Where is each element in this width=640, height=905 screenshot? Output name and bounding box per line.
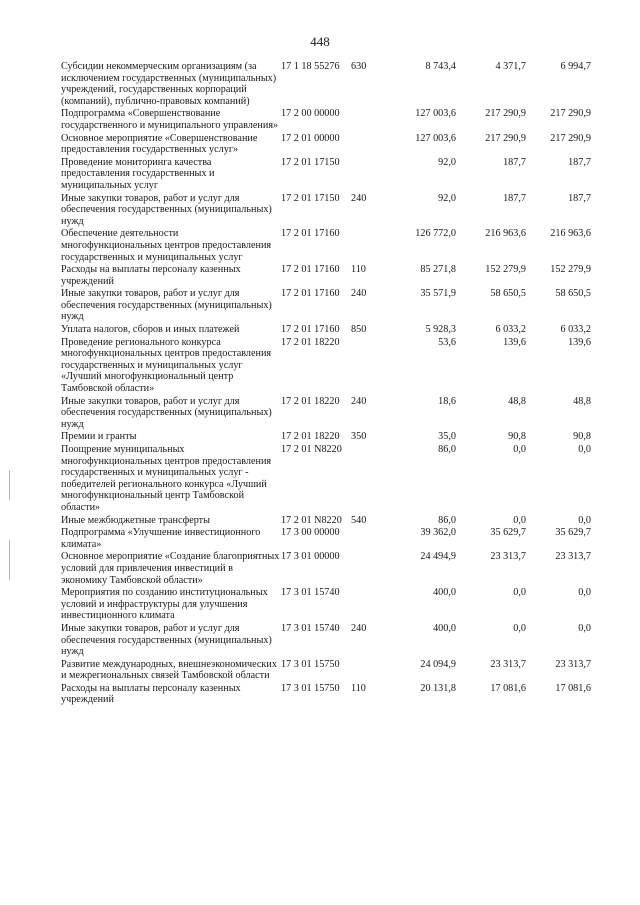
amount-year-2: 23 313,7 — [490, 658, 526, 670]
table-row — [61, 444, 591, 515]
amount-year-2: 187,7 — [503, 192, 526, 204]
expense-type-code — [351, 587, 381, 623]
expense-name: Подпрограмма «Улучшение инвестиционного климата» — [61, 527, 261, 550]
amount-year-3: 23 313,7 — [555, 658, 591, 670]
expense-type-code: 240 — [351, 622, 367, 634]
amount-year-1: 5 928,3 — [425, 324, 456, 336]
amount-year-1: 24 494,9 — [420, 551, 456, 563]
expense-type-code — [351, 444, 381, 515]
amount-year-1: 35 571,9 — [420, 288, 456, 300]
target-article-code: 17 3 01 15750 — [281, 682, 340, 694]
table-row — [61, 61, 591, 108]
table-row — [61, 515, 591, 528]
expense-name: Развитие международных, внешнеэкономических и межрегиональных связей Тамбовской области — [61, 658, 277, 682]
amount-year-2: 23 313,7 — [490, 551, 526, 563]
amount-year-2: 0,0 — [513, 514, 526, 526]
amount-year-1: 126 772,0 — [415, 228, 456, 240]
table-row — [61, 337, 591, 396]
expense-name: Субсидии некоммерческим организациям (за исключением государственных (муниципальных) учреждений, государственных корпораций (компаний), публично-правовых компаний) — [61, 61, 277, 107]
target-article-code: 17 2 01 N8220 — [281, 514, 342, 526]
page-number: 448 — [310, 34, 330, 49]
expense-type-code: 240 — [351, 395, 367, 407]
expense-name: Поощрение муниципальных многофункциональных центров предоставления государственных и муниципальных услуг - победителей регионального конкурса «Лучший многофункциональный центр Тамбовской области» — [61, 444, 272, 513]
amount-year-2: 139,6 — [503, 336, 526, 348]
amount-year-3: 0,0 — [578, 587, 591, 599]
amount-year-2: 216 963,6 — [485, 228, 526, 240]
expense-type-code — [351, 108, 381, 132]
amount-year-1: 92,0 — [438, 156, 456, 168]
expense-type-code: 110 — [351, 264, 366, 276]
expense-name: Иные закупки товаров, работ и услуг для обеспечения государственных (муниципальных) нужд — [61, 395, 272, 430]
amount-year-3: 187,7 — [568, 192, 591, 204]
amount-year-2: 217 290,9 — [485, 132, 526, 144]
table-row — [61, 264, 591, 288]
amount-year-3: 152 279,9 — [550, 264, 591, 276]
expense-name: Иные межбюджетные трансферты — [61, 514, 210, 526]
expense-type-code: 110 — [351, 682, 366, 694]
target-article-code: 17 2 01 18220 — [281, 431, 340, 443]
expense-type-code: 240 — [351, 192, 367, 204]
amount-year-2: 90,8 — [508, 431, 526, 443]
target-article-code: 17 2 01 17160 — [281, 228, 340, 240]
expense-name: Премии и гранты — [61, 431, 137, 443]
amount-year-3: 217 290,9 — [550, 108, 591, 120]
expense-type-code — [351, 157, 381, 193]
expense-name: Подпрограмма «Совершенствование государственного и муниципального управления» — [61, 108, 279, 131]
amount-year-1: 85 271,8 — [420, 264, 456, 276]
amount-year-1: 20 131,8 — [420, 682, 456, 694]
amount-year-3: 217 290,9 — [550, 132, 591, 144]
table-row — [61, 396, 591, 432]
amount-year-2: 6 033,2 — [495, 324, 526, 336]
expense-name: Иные закупки товаров, работ и услуг для обеспечения государственных (муниципальных) нужд — [61, 192, 272, 227]
expense-type-code — [351, 659, 381, 683]
target-article-code: 17 3 01 00000 — [281, 551, 340, 563]
amount-year-3: 6 994,7 — [560, 61, 591, 72]
expense-name: Основное мероприятие «Создание благоприятных условий для привлечения инвестиций в экономику Тамбовской области» — [61, 551, 280, 586]
amount-year-1: 18,6 — [438, 395, 456, 407]
table-row — [61, 551, 591, 587]
table-row — [61, 431, 591, 444]
target-article-code: 17 2 01 18220 — [281, 336, 340, 348]
amount-year-1: 400,0 — [433, 622, 456, 634]
table-row — [61, 659, 591, 683]
amount-year-3: 187,7 — [568, 156, 591, 168]
budget-table-body — [61, 61, 591, 707]
table-row — [61, 527, 591, 551]
target-article-code: 17 2 01 17160 — [281, 324, 340, 336]
target-article-code: 17 2 01 17160 — [281, 288, 340, 300]
target-article-code: 17 3 01 15740 — [281, 622, 340, 634]
amount-year-2: 0,0 — [513, 444, 526, 455]
amount-year-1: 127 003,6 — [415, 108, 456, 120]
expense-name: Расходы на выплаты персоналу казенных учреждений — [61, 264, 241, 287]
amount-year-1: 35,0 — [438, 431, 456, 443]
expense-name: Обеспечение деятельности многофункциональных центров предоставления государственных и муниципальных услуг — [61, 228, 272, 263]
amount-year-3: 48,8 — [573, 395, 591, 407]
table-row — [61, 133, 591, 157]
amount-year-2: 48,8 — [508, 395, 526, 407]
target-article-code: 17 2 01 00000 — [281, 132, 340, 144]
amount-year-1: 86,0 — [438, 514, 456, 526]
amount-year-1: 127 003,6 — [415, 132, 456, 144]
amount-year-3: 58 650,5 — [555, 288, 591, 300]
expense-type-code — [351, 228, 381, 264]
amount-year-2: 0,0 — [513, 622, 526, 634]
amount-year-3: 216 963,6 — [550, 228, 591, 240]
amount-year-1: 39 362,0 — [420, 527, 456, 539]
margin-scan-mark — [9, 470, 10, 500]
target-article-code: 17 2 01 17150 — [281, 192, 340, 204]
expense-name: Основное мероприятие «Совершенствование предоставления государственных услуг» — [61, 132, 258, 156]
amount-year-1: 24 094,9 — [420, 658, 456, 670]
amount-year-1: 53,6 — [438, 336, 456, 348]
expense-name: Уплата налогов, сборов и иных платежей — [61, 324, 240, 336]
target-article-code: 17 2 00 00000 — [281, 108, 340, 120]
target-article-code: 17 2 01 18220 — [281, 395, 340, 407]
expense-name: Расходы на выплаты персоналу казенных учреждений — [61, 682, 241, 706]
expense-type-code: 630 — [351, 61, 367, 72]
amount-year-1: 400,0 — [433, 587, 456, 599]
budget-table — [61, 61, 591, 707]
expense-type-code: 240 — [351, 288, 367, 300]
target-article-code: 17 2 01 17160 — [281, 264, 340, 276]
amount-year-3: 0,0 — [578, 514, 591, 526]
table-row — [61, 228, 591, 264]
amount-year-1: 86,0 — [438, 444, 456, 455]
table-row — [61, 157, 591, 193]
table-row — [61, 108, 591, 132]
expense-type-code — [351, 527, 381, 551]
expense-type-code — [351, 337, 381, 396]
amount-year-2: 4 371,7 — [495, 61, 526, 72]
amount-year-2: 217 290,9 — [485, 108, 526, 120]
amount-year-3: 0,0 — [578, 622, 591, 634]
expense-type-code — [351, 133, 381, 157]
amount-year-3: 17 081,6 — [555, 682, 591, 694]
expense-name: Проведение регионального конкурса многофункциональных центров предоставления государственных и муниципальных услуг «Лучший многофункциональный центр Тамбовской области» — [61, 336, 272, 395]
amount-year-2: 187,7 — [503, 156, 526, 168]
table-row — [61, 324, 591, 337]
expense-type-code: 850 — [351, 324, 367, 336]
margin-scan-mark — [9, 540, 10, 580]
table-row — [61, 623, 591, 659]
amount-year-2: 152 279,9 — [485, 264, 526, 276]
amount-year-2: 58 650,5 — [490, 288, 526, 300]
expense-name: Иные закупки товаров, работ и услуг для обеспечения государственных (муниципальных) нужд — [61, 288, 272, 323]
expense-type-code — [351, 551, 381, 587]
table-row — [61, 683, 591, 707]
amount-year-1: 8 743,4 — [425, 61, 456, 72]
amount-year-3: 35 629,7 — [555, 527, 591, 539]
amount-year-3: 23 313,7 — [555, 551, 591, 563]
amount-year-1: 92,0 — [438, 192, 456, 204]
amount-year-2: 17 081,6 — [490, 682, 526, 694]
amount-year-3: 90,8 — [573, 431, 591, 443]
target-article-code: 17 3 01 15750 — [281, 658, 340, 670]
table-row — [61, 587, 591, 623]
expense-name: Мероприятия по созданию институциональных условий и инфраструктуры для улучшения инвестиционного климата — [61, 587, 268, 622]
target-article-code: 17 2 01 N8220 — [281, 444, 342, 455]
amount-year-2: 35 629,7 — [490, 527, 526, 539]
expense-name: Иные закупки товаров, работ и услуг для обеспечения государственных (муниципальных) нужд — [61, 622, 272, 658]
table-row — [61, 193, 591, 229]
target-article-code: 17 3 01 15740 — [281, 587, 340, 599]
amount-year-3: 139,6 — [568, 336, 591, 348]
expense-type-code: 540 — [351, 514, 367, 526]
amount-year-2: 0,0 — [513, 587, 526, 599]
expense-type-code: 350 — [351, 431, 367, 443]
target-article-code: 17 1 18 55276 — [281, 61, 340, 72]
target-article-code: 17 2 01 17150 — [281, 156, 340, 168]
target-article-code: 17 3 00 00000 — [281, 527, 340, 539]
amount-year-3: 0,0 — [578, 444, 591, 455]
table-row — [61, 288, 591, 324]
amount-year-3: 6 033,2 — [560, 324, 591, 336]
expense-name: Проведение мониторинга качества предоставления государственных и муниципальных услуг — [61, 156, 215, 191]
